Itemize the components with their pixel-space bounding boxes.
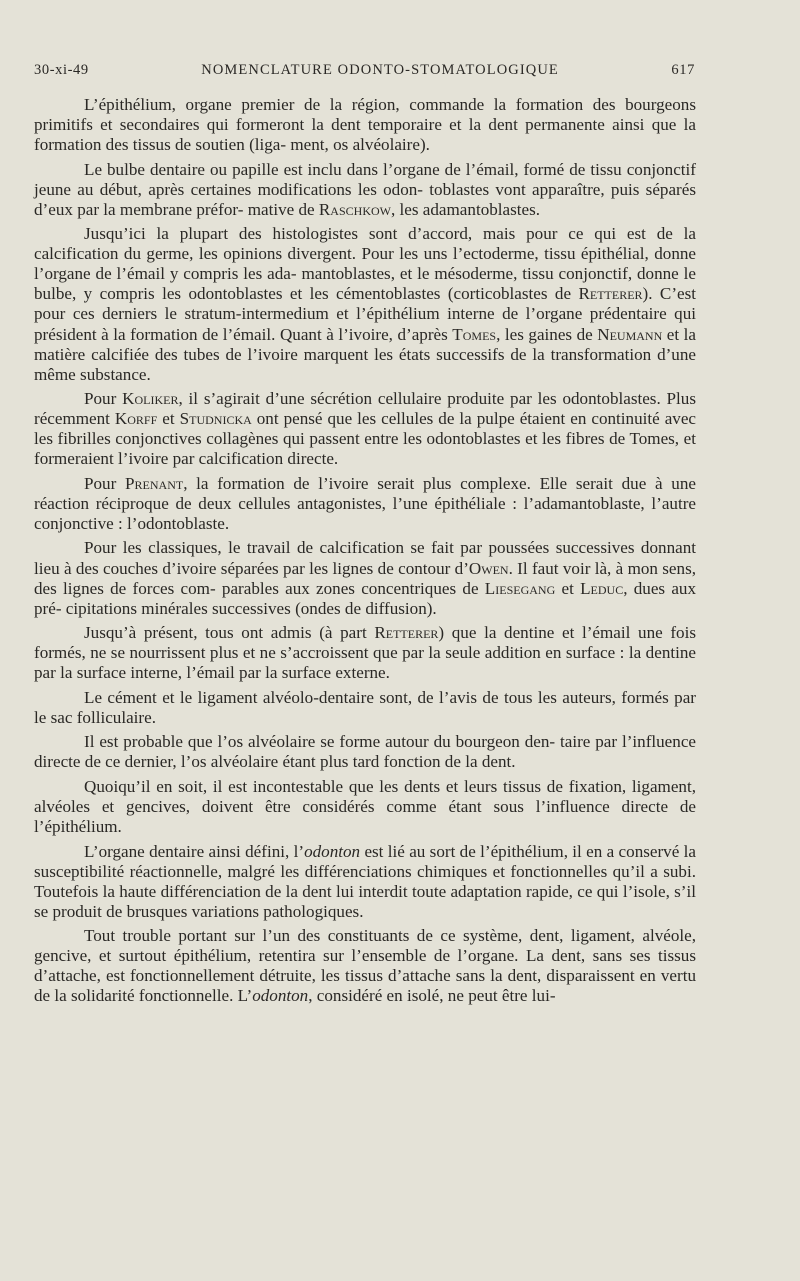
paragraph-text: , les adamantoblastes. [390,199,541,219]
paragraph-text: Jusqu’ici la plupart des histologistes sont d’accord, mais pour ce qui est de la calcification du germe, les opinions divergent. Pour les uns l’ectoderme, tissu épithélial, donne l’organe de l’émail y compris les ada- mantoblastes, et le mésoderme, tissu conjonctif, donne le bulbe, y compris les odontoblastes et les cémentoblastes (corticoblastes de [34,224,696,304]
paragraph-text: , il s’agirait d’une sécrétion cellulaire produite par les odontoblastes. Plus récemment [34,389,696,429]
author-name: Korff [114,409,158,429]
author-name: Liesegang [484,578,556,598]
paragraph-text: et [157,409,180,429]
emphasis-term: odonton [304,841,361,861]
paragraph-text: Jusqu’à présent, tous ont admis (à part [84,623,375,643]
author-name: Retterer [578,284,643,304]
paragraph-text: ) que la dentine et l’émail une fois formés, ne se nourrissent plus et ne s’accroissent que par la seule addition en surface : la dentine par la surface interne, l’émail par la surface externe. [34,623,696,683]
paragraph [34,842,696,922]
paragraph-text: , la formation de l’ivoire serait plus complexe. Elle serait due à une réaction réciproque de deux cellules antagonistes, l’une épithéliale : l’adamantoblaste, l’autre conjonctive : l’odontoblaste. [34,473,696,533]
paragraph-text: , dues aux pré- cipitations minérales successives (ondes de diffusion). [34,578,696,618]
header-title: NOMENCLATURE ODONTO-STOMATOLOGIQUE [201,62,559,78]
paragraph [34,777,696,837]
paragraph [34,732,696,772]
paragraph [34,623,696,683]
paragraph-text: Il est probable que l’os alvéolaire se forme autour du bourgeon den- taire par l’influence directe de ce dernier, l’os alvéolaire étant plus tard fonction de la dent. [34,732,696,772]
author-name: Owen [468,558,509,578]
paragraph [34,95,696,155]
header-date: 30-xi-49 [34,62,89,78]
paragraph-text: L’épithélium, organe premier de la région, commande la formation des bourgeons primitifs et secondaires qui formeront la dent temporaire et la dent permanente ainsi que la formation des tissus de soutien (liga- ment, os alvéolaire). [34,95,696,155]
author-name: Tomes [452,324,497,344]
paragraph-text: L’organe dentaire ainsi défini, l’ [84,841,305,861]
author-name: Studnicka [179,409,252,429]
author-name: Leduc [580,578,624,598]
paragraph-text: Tout trouble portant sur l’un des constituants de ce système, dent, ligament, alvéole, gencive, et surtout épithélium, retentira sur l’ensemble de l’organe. La dent, sans ses tissus d’attache, est fonctionnellement détruite, les tissus d’attache sans la dent, disparaissent en vertu de la solidarité fonctionnelle. L’ [34,926,696,1006]
paragraph [34,926,696,1006]
author-name: Neumann [597,324,663,344]
paragraph-text: Le cément et le ligament alvéolo-dentaire sont, de l’avis de tous les auteurs, formés par le sac folliculaire. [34,687,696,727]
paragraph-text: Pour [84,473,126,493]
paragraph [34,474,696,534]
paragraph-text: ont pensé que les cellules de la pulpe étaient en continuité avec les fibrilles conjonctives collagènes qui passent entre les odontoblastes et les fibres de Tomes, et formeraient l’ivoire par calcification directe. [34,409,697,469]
emphasis-term: odonton [252,986,309,1006]
paragraph-text: et [555,578,581,598]
paragraph-text: Pour [84,389,123,409]
page-number: 617 [671,62,695,78]
paragraph-text: . Il faut voir là, à mon sens, des lignes de forces com- parables aux zones concentriques de [34,558,696,598]
author-name: Retterer [374,623,439,643]
paragraph [34,688,696,728]
paragraph-text: et la matière calcifiée des tubes de l’ivoire marquent les états successifs de la transformation d’une même substance. [34,324,696,384]
paragraph [34,224,696,384]
paragraph-text: Le bulbe dentaire ou papille est inclu dans l’organe de l’émail, formé de tissu conjonctif jeune au début, après certaines modifications les odon- toblastes vont apparaître, puis séparés d’eux par la membrane préfor- mative de [34,159,696,219]
paragraph-text: , les gaines de [496,324,598,344]
paragraph-text: , considéré en isolé, ne peut être lui- [308,986,556,1006]
author-name: Koliker [122,389,179,409]
paragraph-text: Quoiqu’il en soit, il est incontestable que les dents et leurs tissus de fixation, ligament, alvéoles et gencives, doivent être considérés comme étant sous l’influence directe de l’épithélium. [34,777,696,837]
paragraph-text: est lié au sort de l’épithélium, il en a conservé la susceptibilité réactionnelle, malgré les différenciations chimiques et fonctionnelles qu’il a subi. Toutefois la haute différenciation de la dent lui interdit toute adaptation rapide, ce qui l’isole, s’il se produit de brusques variations pathologiques. [34,841,696,921]
paragraph [34,538,696,618]
paragraph-text: Pour les classiques, le travail de calcification se fait par poussées successives donnant lieu à des couches d’ivoire séparées par les lignes de contour d’ [34,538,696,578]
author-name: Raschkow [318,199,391,219]
running-head [34,62,695,79]
paragraph [34,160,696,220]
paragraph-text: ). C’est pour ces derniers le stratum-intermedium et l’épithélium interne de l’organe prédentaire qui président à la formation de l’émail. Quant à l’ivoire, d’après [34,284,697,344]
body-text [34,95,696,1011]
author-name: Prenant [125,473,184,493]
paragraph [34,389,696,469]
